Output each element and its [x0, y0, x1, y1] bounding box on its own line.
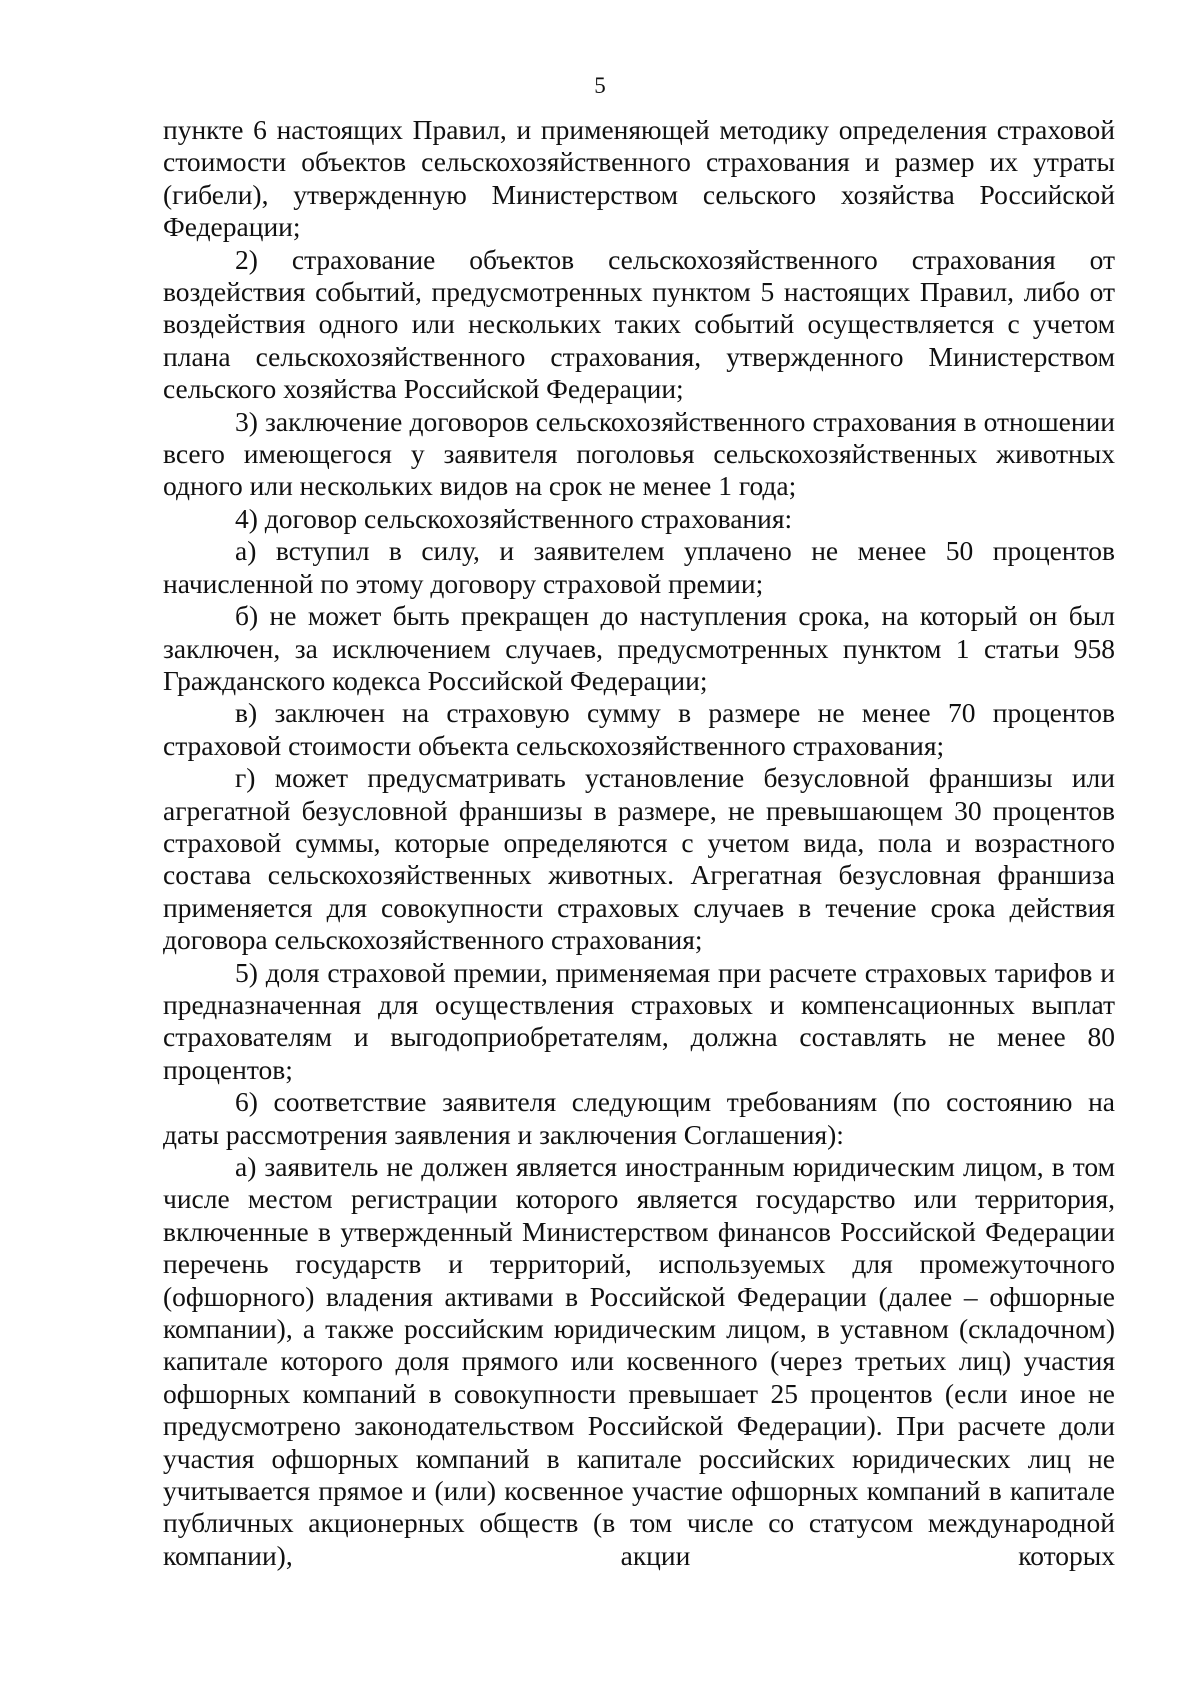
paragraph-item-4g: г) может предусматривать установление безусловной франшизы или агрегатной безусловной франшизы в размере, не превышающем 30 процентов страховой суммы, которые определяются с учетом вида, пола и возрастного состава сельскохозяйственных животных. Агрегатная безусловная франшиза применяется для совокупности страховых случаев в течение срока действия договора сельскохозяйственного страхования;: [163, 762, 1115, 956]
paragraph-item-5: 5) доля страховой премии, применяемая при расчете страховых тарифов и предназначенная для осуществления страховых и компенсационных выплат страхователям и выгодоприобретателям, должна составлять не менее 80 процентов;: [163, 956, 1115, 1085]
paragraph-item-3: 3) заключение договоров сельскохозяйственного страхования в отношении всего имеющегося у заявителя поголовья сельскохозяйственных животных одного или нескольких видов на срок не менее 1 года;: [163, 405, 1115, 502]
paragraph-item-4a: а) вступил в силу, и заявителем уплачено не менее 50 процентов начисленной по этому договору страховой премии;: [163, 535, 1115, 599]
paragraph-item-4: 4) договор сельскохозяйственного страхования:: [235, 502, 793, 534]
paragraph-continuation: пункте 6 настоящих Правил, и применяющей методику определения страховой стоимости объектов сельскохозяйственного страхования и размер их утраты (гибели), утвержденную Министерством сельского хозяйства Российской Федерации;: [163, 114, 1115, 243]
paragraph-item-4b: б) не может быть прекращен до наступления срока, на который он был заключен, за исключением случаев, предусмотренных пунктом 1 статьи 958 Гражданского кодекса Российской Федерации;: [163, 600, 1115, 696]
paragraph-item-6: 6) соответствие заявителя следующим требованиям (по состоянию на даты рассмотрения заявления и заключения Соглашения):: [163, 1086, 1115, 1150]
paragraph-item-6a: а) заявитель не должен является иностранным юридическим лицом, в том числе местом регистрации которого является государство или территория, включенные в утвержденный Министерством финансов Российской Федерации перечень государств и территорий, используемых для промежуточного (офшорного) владения активами в Российской Федерации (далее – офшорные компании), а также российским юридическим лицом, в уставном (складочном) капитале которого доля прямого или косвенного (через третьих лиц) участия офшорных компаний в совокупности превышает 25 процентов (если иное не предусмотрено законодательством Российской Федерации). При расчете доли участия офшорных компаний в капитале российских юридических лиц не учитывается прямое и (или) косвенное участие офшорных компаний в капитале публичных акционерных обществ (в том числе со статусом международной компании), акции которых: [163, 1151, 1115, 1571]
page-number: 5: [594, 73, 606, 98]
paragraph-item-4v: в) заключен на страховую сумму в размере не менее 70 процентов страховой стоимости объекта сельскохозяйственного страхования;: [163, 697, 1115, 761]
document-body: [163, 114, 1115, 1572]
paragraph-item-2: 2) страхование объектов сельскохозяйственного страхования от воздействия событий, предусмотренных пунктом 5 настоящих Правил, либо от воздействия одного или нескольких таких событий осуществляется с учетом плана сельскохозяйственного страхования, утвержденного Министерством сельского хозяйства Российской Федерации;: [163, 243, 1115, 405]
